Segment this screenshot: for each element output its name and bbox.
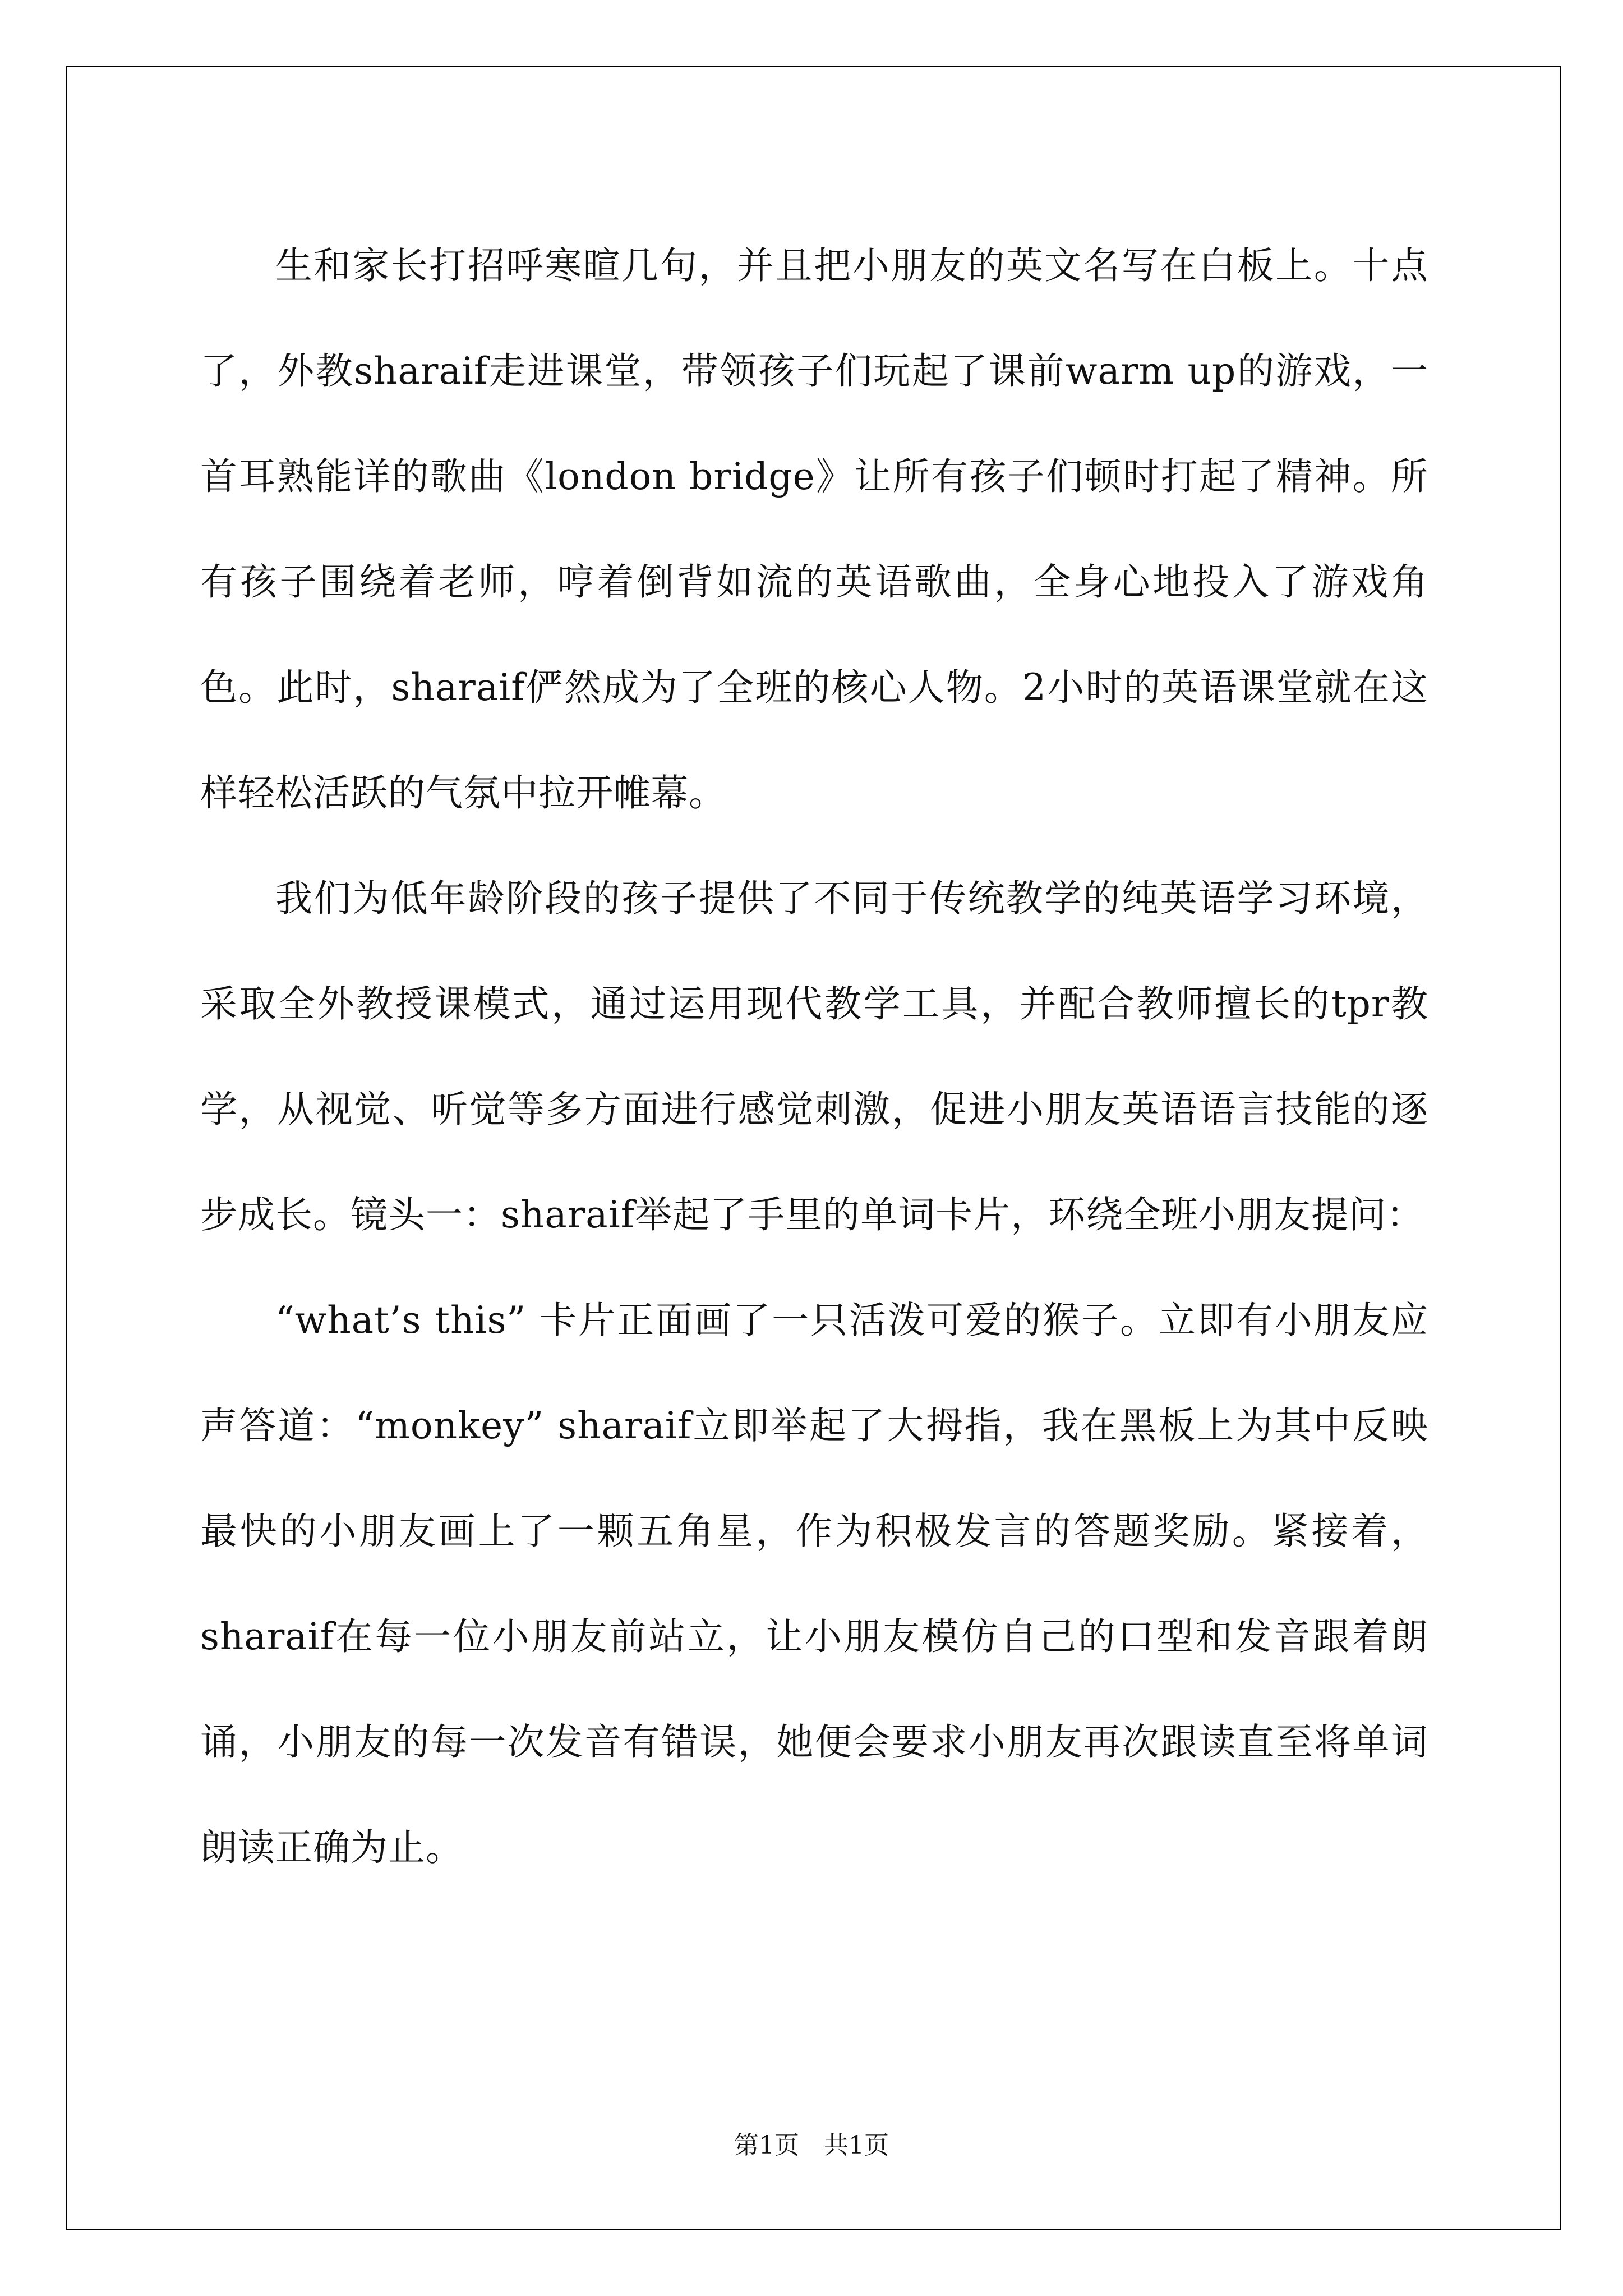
paragraph-3: “what’s this” 卡片正面画了一只活泼可爱的猴子。立即有小朋友应声答道：“monkey” sharaif立即举起了大拇指，我在黑板上为其中反映最快的小朋友画上了一颗五角星，作为积极发言的答题奖励。紧接着，sharaif在每一位小朋友前站立，让小朋友模仿自己的口型和发音跟着朗诵，小朋友的每一次发音有错误，她便会要求小朋友再次跟读直至将单词朗读正确为止。 (200, 1299, 1428, 1869)
page-number-total: 共1页 (824, 2131, 889, 2160)
document-body (200, 213, 1428, 1901)
page-footer (0, 2129, 1623, 2162)
paragraph-2: 我们为低年龄阶段的孩子提供了不同于传统教学的纯英语学习环境，采取全外教授课模式，通过运用现代教学工具，并配合教师擅长的tpr教学，从视觉、听觉等多方面进行感觉刺激，促进小朋友英语语言技能的逐步成长。镜头一：sharaif举起了手里的单词卡片，环绕全班小朋友提问： (200, 877, 1428, 1236)
page-number-current: 第1页 (734, 2131, 799, 2160)
paragraph-1: 生和家长打招呼寒暄几句，并且把小朋友的英文名写在白板上。十点了，外教sharaif走进课堂，带领孩子们玩起了课前warm up的游戏，一首耳熟能详的歌曲《london bridge》让所有孩子们顿时打起了精神。所有孩子围绕着老师，哼着倒背如流的英语歌曲，全身心地投入了游戏角色。此时，sharaif俨然成为了全班的核心人物。2小时的英语课堂就在这样轻松活跃的气氛中拉开帷幕。 (200, 244, 1428, 815)
